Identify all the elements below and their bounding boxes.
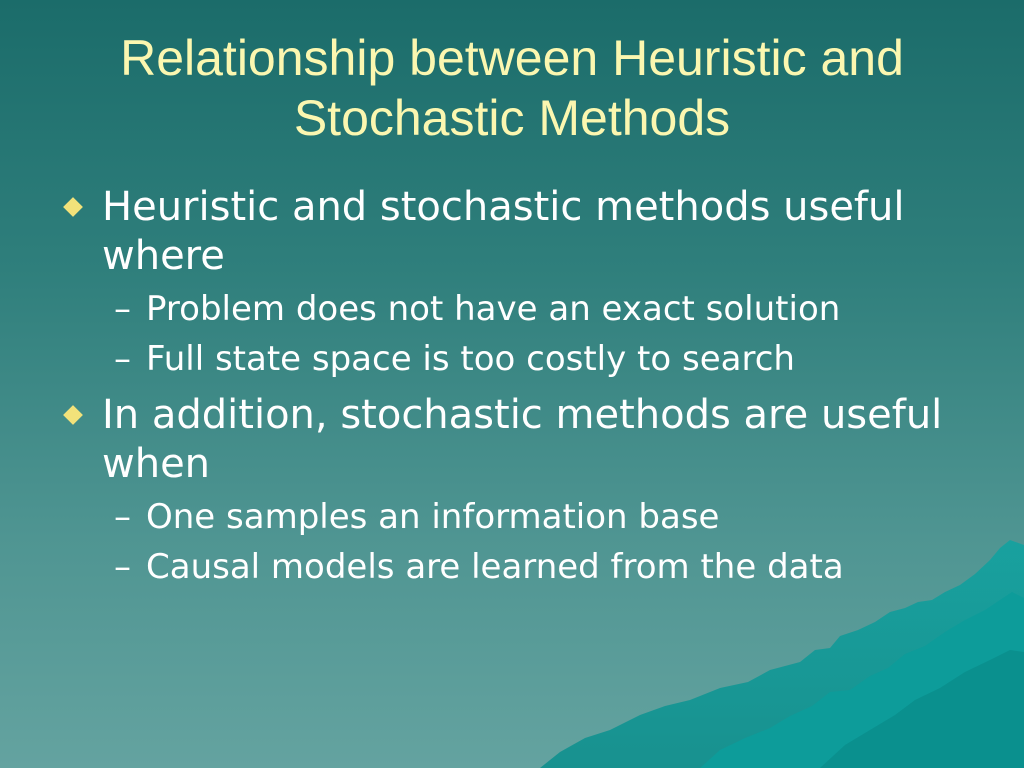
sub-bullet-item [62,545,982,589]
dash-icon: – [114,547,131,587]
bullet-text: Heuristic and stochastic methods useful where [102,184,905,279]
sub-bullet-item [62,337,982,381]
bullet-item [62,183,982,281]
diamond-bullet-icon [63,405,83,425]
sub-bullet-text: Problem does not have an exact solution [146,289,841,329]
bullet-group-1 [62,183,982,381]
dash-icon: – [114,339,131,379]
bullet-item [62,391,982,489]
dash-icon: – [114,497,131,537]
sub-bullet-item [62,495,982,539]
dash-icon: – [114,289,131,329]
sub-bullet-item [62,287,982,331]
bullet-text: In addition, stochastic methods are useful when [102,392,943,487]
sub-bullet-text: One samples an information base [146,497,720,537]
diamond-bullet-icon [63,197,83,217]
slide-title: Relationship between Heuristic and Stochastic Methods [120,30,904,146]
slide-content [62,183,982,599]
sub-bullet-text: Full state space is too costly to search [146,339,795,379]
bullet-group-2 [62,391,982,589]
sub-bullet-text: Causal models are learned from the data [146,547,844,587]
